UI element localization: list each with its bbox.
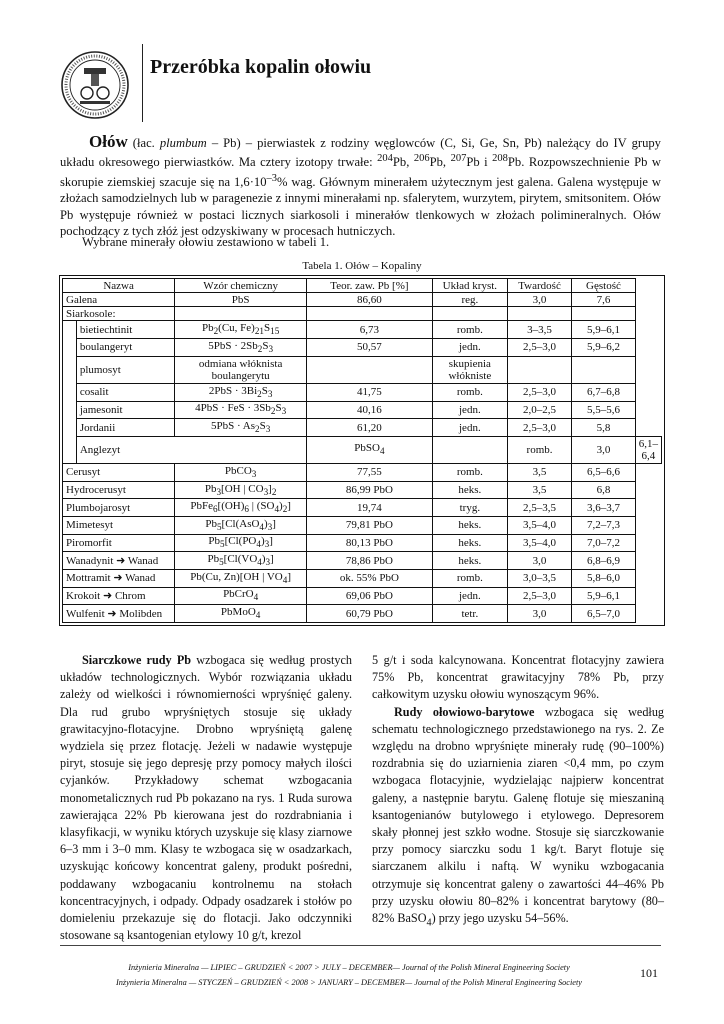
table-cell: 2,5–3,5 — [507, 499, 571, 517]
table-cell: Plumbojarosyt — [63, 499, 175, 517]
paragraph-text: wzbogaca się według schematu technologicznego przedstawionego na rys. 2. Ze względu na drobno wpryśnięte minerały rudę (90–100%) rozdrabnia się do uziarnienia ziaren <0,4 mm, po czym wzbogaca flotacyjnie, wydzielając najpierw koncentrat galeny, a następnie barytu. Galenę flotuje się mieszaniną ksantogenianów butylowego i etylowego. Depresorem skały płonnej jest szkło wodne. Stosuje się siarczkowanie przy pomocy siarczku sodu 1 kg/t. Baryt flotuje się siarczanem alkilu i naftą. W wyniku wzbogacania otrzymuje się koncentrat galeny o zawartości 44–46% Pb przy uzysku ołowiu 80–82% i koncentrat barytowy (80–82% BaSO — [372, 704, 665, 926]
paragraph-lead: Rudy ołowiowo-barytowe — [394, 704, 535, 719]
right-column-paragraph: 5 g/t i soda kalcynowana. Koncentrat flotacyjny zawiera 75% Pb, koncentrat grawitacyjny 78% Pb, przy całkowitym uzysku ołowiu wynoszącym 96%. — [372, 653, 664, 702]
table-cell: skupienia włókniste — [432, 356, 507, 383]
intro-text: (łac. — [127, 136, 160, 150]
formula-cell: $PbFe_6[(OH)_6$ | $(SO_4)_2$] — [175, 499, 307, 517]
table-cell: 3,5 — [507, 481, 571, 499]
table-cell: 6,5–6,6 — [572, 464, 636, 482]
intro-paragraph — [60, 134, 661, 239]
table-cell: ok. 55% PbO — [307, 569, 433, 587]
table-cell: romb. — [432, 569, 507, 587]
table-cell: jedn. — [432, 419, 507, 437]
table-cell: 50,57 — [307, 339, 433, 357]
table-cell: Anglezyt — [76, 436, 306, 463]
formula-cell: $Pb_5[Cl(VO_4)_3]$ — [175, 552, 307, 570]
table-cell: 3,0 — [507, 552, 571, 570]
formula-cell: $Pb_5[Cl(PO_4)_3]$ — [175, 534, 307, 552]
header-cell: Wzór chemiczny — [175, 279, 307, 293]
intro-text: Pb. Rozpowszechnienie Pb w skorupie ziemskiej szacuje się na 1,6·10 — [60, 155, 662, 189]
table-cell: 5,5–5,6 — [572, 401, 636, 419]
table-cell: 5,9–6,1 — [572, 321, 636, 339]
table-cell — [572, 356, 636, 383]
isotope-mass: 206 — [413, 153, 430, 165]
table-cell: Piromorfit — [63, 534, 175, 552]
table-cell: 3,6–3,7 — [572, 499, 636, 517]
formula-cell: $5PbS \cdot As_2S_3$ — [175, 419, 307, 437]
table-cell: romb. — [432, 383, 507, 401]
header-cell: Teor. zaw. Pb [%] — [307, 279, 433, 293]
table-row — [63, 293, 662, 307]
table-row — [63, 401, 662, 419]
table-cell: 86,99 PbO — [307, 481, 433, 499]
table-cell: 3,5–4,0 — [507, 534, 571, 552]
table-cell: 6,8 — [572, 481, 636, 499]
table-cell — [432, 436, 507, 463]
table-cell: Wanadynit ➜ Wanad — [63, 552, 175, 570]
indent-cell — [63, 321, 77, 464]
table-cell: Mimetesyt — [63, 517, 175, 535]
right-arrow-icon: ➜ — [113, 572, 123, 585]
table-cell: 5,9–6,2 — [572, 339, 636, 357]
table-cell: 3,0 — [507, 605, 571, 623]
formula-cell: $Pb_3[OH$ | $CO_3]_2$ — [175, 481, 307, 499]
table-cell: 3,0–3,5 — [507, 569, 571, 587]
right-arrow-icon: ➜ — [116, 554, 126, 567]
intro-table-reference: Wybrane minerały ołowiu zestawiono w tabeli 1. — [82, 235, 330, 249]
table-cell: 7,6 — [572, 293, 636, 307]
paragraph-lead: Siarczkowe rudy Pb — [82, 653, 192, 667]
table-row — [63, 481, 662, 499]
table-cell — [572, 307, 636, 321]
table-row — [63, 436, 662, 463]
table-cell: boulangeryt — [76, 339, 174, 357]
table-cell: jamesonit — [76, 401, 174, 419]
header-cell: Twardość — [507, 279, 571, 293]
table-cell: romb. — [432, 321, 507, 339]
right-column-paragraph — [372, 704, 664, 932]
table-cell: bietiechtinit — [76, 321, 174, 339]
right-arrow-icon: ➜ — [107, 607, 117, 620]
table-caption: Tabela 1. Ołów – Kopaliny — [302, 260, 422, 272]
page-title: Przeróbka kopalin ołowiu — [150, 56, 372, 78]
formula-cell: Pb(Cu, Zn)[OH | $VO_4$] — [175, 569, 307, 587]
table-cell: 6,7–6,8 — [572, 383, 636, 401]
table-row — [63, 383, 662, 401]
table-cell: 3,0 — [507, 293, 571, 307]
left-column-paragraph — [60, 652, 352, 944]
table-row — [63, 339, 662, 357]
formula-cell: PbCO$_3$ — [175, 464, 307, 482]
table-row — [63, 499, 662, 517]
table-cell — [432, 307, 507, 321]
table-cell: 86,60 — [307, 293, 433, 307]
table-cell: 6,5–7,0 — [572, 605, 636, 623]
formula-cell: $5PbS \cdot 2Sb_2S_3$ — [175, 339, 307, 357]
table-cell: tryg. — [432, 499, 507, 517]
table-row — [63, 356, 662, 383]
table-row — [63, 534, 662, 552]
isotope-mass: 204 — [377, 153, 393, 165]
table-cell: heks. — [432, 534, 507, 552]
table-row — [63, 569, 662, 587]
table-cell: 5,8–6,0 — [572, 569, 636, 587]
group-label: Siarkosole: — [63, 307, 175, 321]
table-cell: Galena — [63, 293, 175, 307]
table-cell: 2,5–3,0 — [507, 339, 571, 357]
table-cell: 3–3,5 — [507, 321, 571, 339]
table-row — [63, 552, 662, 570]
formula-cell: PbMoO$_4$ — [175, 605, 307, 623]
table-cell: 5,9–6,1 — [572, 587, 636, 605]
table-cell: 60,79 PbO — [307, 605, 433, 623]
header-divider — [142, 44, 143, 122]
table-cell: 3,5–4,0 — [507, 517, 571, 535]
table-cell: romb. — [507, 436, 571, 463]
table-cell: 79,81 PbO — [307, 517, 433, 535]
table-cell: 80,13 PbO — [307, 534, 433, 552]
table-cell — [507, 356, 571, 383]
table-cell: Jordanii — [76, 419, 174, 437]
table-cell: Wulfenit ➜ Molibden — [63, 605, 175, 623]
page-number: 101 — [640, 966, 658, 980]
table-row — [63, 517, 662, 535]
table-cell: heks. — [432, 481, 507, 499]
footer-journal-line: Inżynieria Mineralna — LIPIEC – GRUDZIEŃ < 2007 > JULY – DECEMBER— Journal of the Polish Mineral Engineering Society — [128, 963, 570, 972]
lead-word: Ołów — [89, 132, 128, 151]
table-cell: 6,1–6,4 — [635, 436, 661, 463]
table-cell: 2,5–3,0 — [507, 419, 571, 437]
latin-name: plumbum — [159, 136, 207, 150]
table-row — [63, 419, 662, 437]
table-row — [63, 587, 662, 605]
exponent: –3 — [266, 172, 278, 184]
table-cell: 7,0–7,2 — [572, 534, 636, 552]
intro-text: – Pb) – pierwiastek z rodziny węglowców (C, Si, Ge, Sn, Pb) należący do IV grupy układu okresowego pierwiastków. Ma cztery izotopy trwałe: — [60, 136, 661, 170]
formula-cell: $2PbS \cdot 3Bi_2S_3$ — [175, 383, 307, 401]
table-cell: 78,86 PbO — [307, 552, 433, 570]
intro-text: Pb, — [429, 155, 451, 170]
subscript: 4 — [426, 917, 432, 929]
table-cell: 19,74 — [307, 499, 433, 517]
table-cell: 41,75 — [307, 383, 433, 401]
table-cell: 2,5–3,0 — [507, 383, 571, 401]
formula-cell: PbCrO$_4$ — [175, 587, 307, 605]
table-cell: PbS — [175, 293, 307, 307]
right-column — [372, 652, 664, 932]
table-cell: Cerusyt — [63, 464, 175, 482]
table-cell — [307, 356, 433, 383]
table-cell: odmiana włóknista boulangerytu — [175, 356, 307, 383]
formula-cell: 4PbS · FeS · $3Sb_2S_3$ — [175, 401, 307, 419]
paragraph-text: wzbogaca się według prostych układów technologicznych. Wybór rozwiązania układu zależy od wielkości i równomierności wpryśnięć galeny. Dla rud grubo wpryśniętych stosuje się układy grawitacyjno-flotacyjne. Drobno wpryśniętą galenę wydziela się przez flotację. Jeżeli w nadawie występuje piryt, stosuje się jego depresję przy pomocy małych ilości cyjanków. Przykładowy schemat wzbogacania monometalicznych rud Pb pokazano na rys. 1 Ruda surowa zawierająca 22% Pb kierowana jest do rozdrabniania i klasyfikacji, w wyniku których uzyskuje się klasy ziarnowe 6–3 mm i 3–0 mm. Klasy te wzbogaca się w osadzarkach, uzyskując końcowy koncentrat galeny, produkt pośredni, poddawany wzbogacaniu kontrolnemu na stołach koncentracyjnych, i odpady. Odpady osadzarek i stołów po domieleniu przekazuje się do flotacji. Jako odczynniki stosowane są ksantogenian etylowy 10 g/t, krezol — [60, 653, 353, 943]
table-cell: cosalit — [76, 383, 174, 401]
table-cell: 7,2–7,3 — [572, 517, 636, 535]
minerals-table-frame — [59, 275, 665, 626]
table-cell — [175, 307, 307, 321]
intro-text: Pb, — [392, 155, 414, 170]
header-cell: Układ kryst. — [432, 279, 507, 293]
table-cell: 6,73 — [307, 321, 433, 339]
table-cell: reg. — [432, 293, 507, 307]
isotope-mass: 208 — [492, 153, 508, 165]
table-cell: romb. — [432, 464, 507, 482]
header-cell: Gęstość — [572, 279, 636, 293]
table-cell — [307, 307, 433, 321]
table-cell: tetr. — [432, 605, 507, 623]
formula-cell: $Pb_5[Cl(AsO_4)_3]$ — [175, 517, 307, 535]
table-cell: 3,5 — [507, 464, 571, 482]
table-cell: heks. — [432, 517, 507, 535]
footer-divider — [60, 945, 661, 946]
table-row — [63, 321, 662, 339]
table-cell: jedn. — [432, 587, 507, 605]
right-arrow-icon: ➜ — [102, 589, 113, 602]
table-cell: jedn. — [432, 339, 507, 357]
table-cell: 3,0 — [572, 436, 636, 463]
table-cell: heks. — [432, 552, 507, 570]
table-cell: 61,20 — [307, 419, 433, 437]
table-cell: 69,06 PbO — [307, 587, 433, 605]
table-cell: 6,8–6,9 — [572, 552, 636, 570]
table-row — [63, 464, 662, 482]
header-cell: Nazwa — [63, 279, 175, 293]
table-cell: 77,55 — [307, 464, 433, 482]
formula-cell: PbSO$_4$ — [307, 436, 433, 463]
paragraph-text: ) przy jego uzysku 54–56%. — [431, 911, 569, 926]
formula-cell: $Pb_2(Cu$, $Fe)_{21}S_{15}$ — [175, 321, 307, 339]
minerals-table — [62, 278, 662, 623]
table-row — [63, 605, 662, 623]
table-cell: 2,5–3,0 — [507, 587, 571, 605]
table-cell: Krokoit ➜ Chrom — [63, 587, 175, 605]
table-cell: 5,8 — [572, 419, 636, 437]
table-cell: Hydrocerusyt — [63, 481, 175, 499]
intro-text: % wag. Głównym minerałem użytecznym jest galena. Galena występuje w złożach samodzielnych lub w paragenezie z innymi minerałami np. sfalerytem, wurzytem, pirytem, smitsonitem. Ołów Pb występuje również w postaci licznych siarkosoli i minerałów tlenkowych w złożach polimineralnych. Ołów pochodzący z tych złóż jest odzyskiwany w procesach hutniczych. — [60, 174, 661, 238]
footer-journal-line: Inżynieria Mineralna — STYCZEŃ – GRUDZIEŃ < 2008 > JANUARY – DECEMBER— Journal of the Polish Mineral Engineering Society — [116, 978, 582, 987]
table-cell: 2,0–2,5 — [507, 401, 571, 419]
isotope-mass: 207 — [450, 153, 467, 165]
table-header-row — [63, 279, 662, 293]
table-row — [63, 307, 662, 321]
intro-text: Pb i — [466, 155, 493, 170]
table-cell: 40,16 — [307, 401, 433, 419]
society-seal-logo — [60, 50, 130, 120]
table-cell: plumosyt — [76, 356, 174, 383]
table-cell: Mottramit ➜ Wanad — [63, 569, 175, 587]
table-cell — [507, 307, 571, 321]
table-cell: jedn. — [432, 401, 507, 419]
